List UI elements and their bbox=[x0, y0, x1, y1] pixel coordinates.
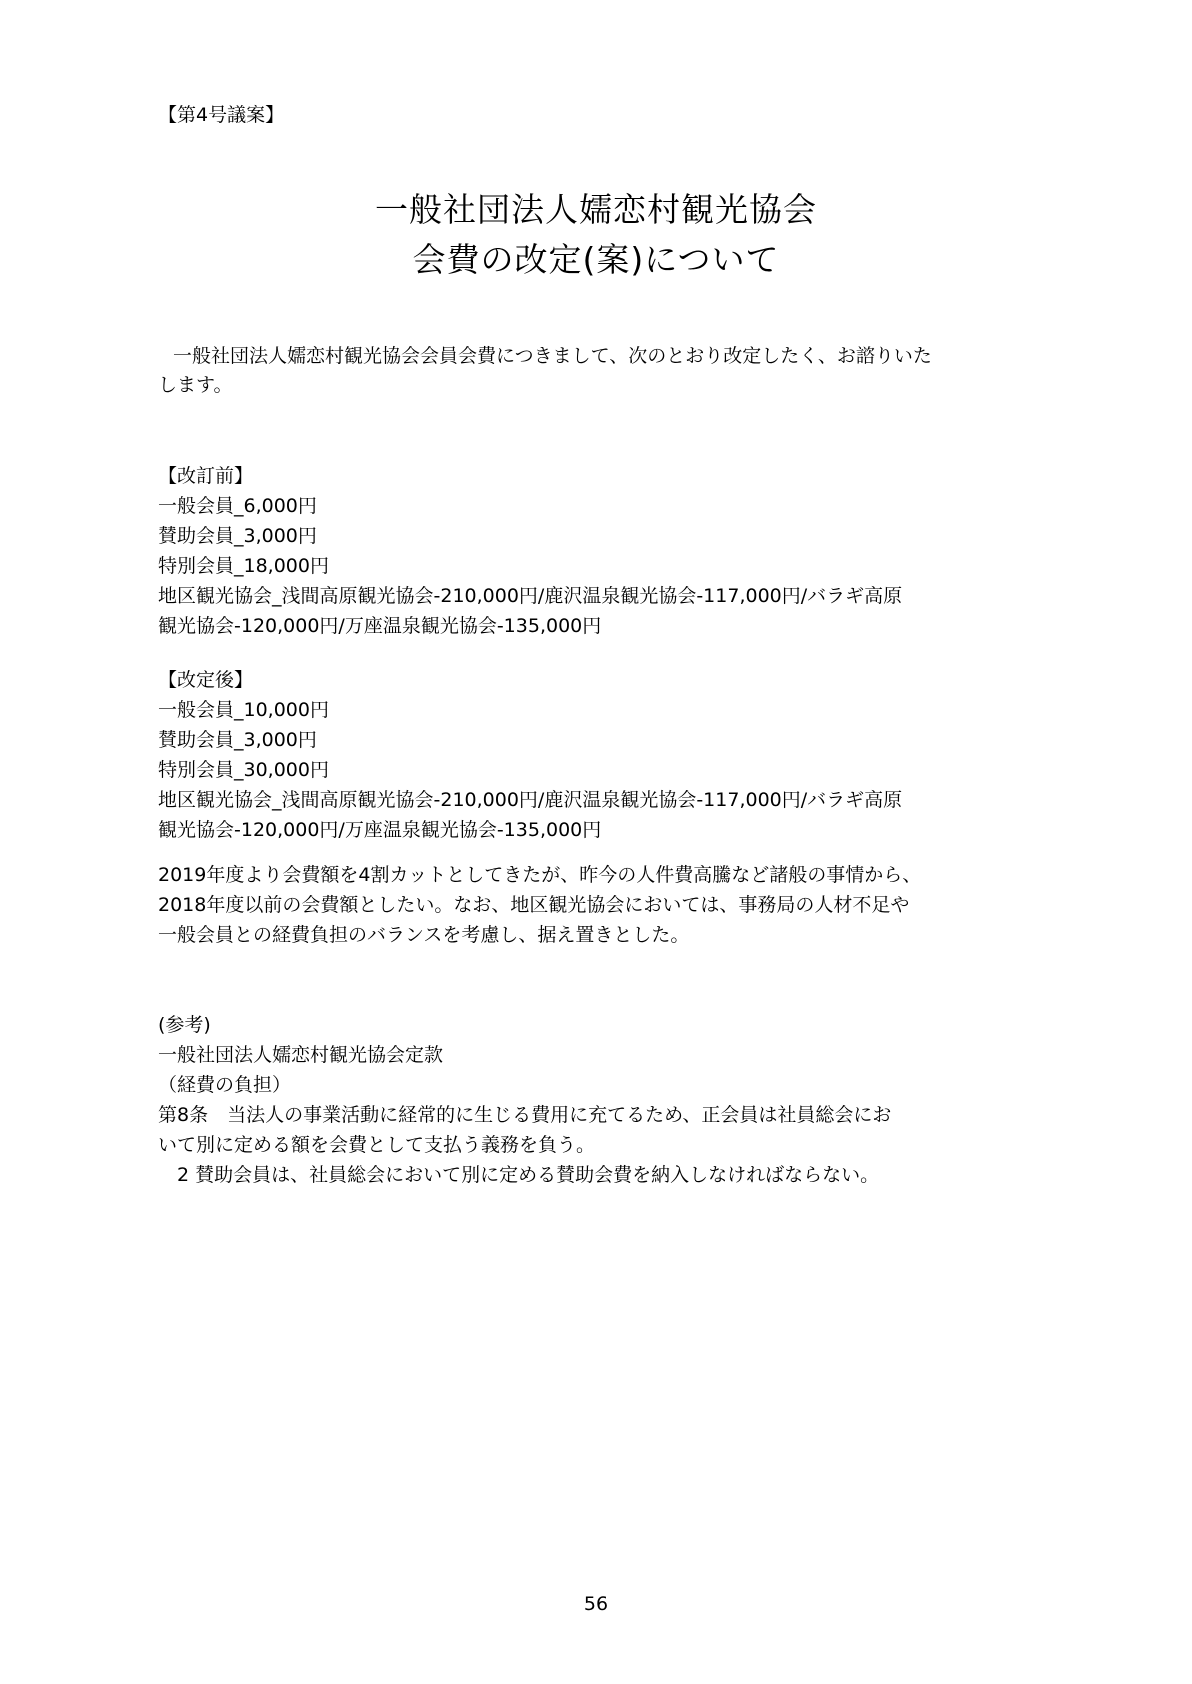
after-line: 賛助会員_3,000円 bbox=[158, 729, 317, 751]
intro-paragraph bbox=[158, 342, 1033, 400]
before-line: 観光協会-120,000円/万座温泉観光協会-135,000円 bbox=[158, 615, 602, 637]
before-revision-section bbox=[158, 461, 1018, 641]
page-number: 56 bbox=[583, 1593, 609, 1615]
reference-line: （経費の負担） bbox=[158, 1074, 292, 1096]
reference-section bbox=[158, 1010, 1018, 1190]
after-line: 特別会員_30,000円 bbox=[158, 759, 329, 781]
after-line: 一般会員_10,000円 bbox=[158, 699, 329, 721]
explanation-line: 2018年度以前の会費額としたい。なお、地区観光協会においては、事務局の人材不足や bbox=[158, 894, 910, 916]
reference-line: (参考) bbox=[158, 1014, 211, 1036]
explanation-line: 2019年度より会費額を4割カットとしてきたが、昨今の人件費高騰など諸般の事情から、 bbox=[158, 864, 922, 886]
document-title bbox=[0, 185, 1192, 285]
before-heading: 【改訂前】 bbox=[158, 465, 254, 487]
before-line: 地区観光協会_浅間高原観光協会-210,000円/鹿沢温泉観光協会-117,000円/バラギ高原 bbox=[158, 585, 903, 607]
after-revision-section bbox=[158, 665, 1018, 845]
reference-line: いて別に定める額を会費として支払う義務を負う。 bbox=[158, 1134, 596, 1156]
intro-line-1: 一般社団法人嬬恋村観光協会会員会費につきまして、次のとおり改定したく、お諮りいた bbox=[173, 345, 932, 367]
title-line-2: 会費の改定(案)について bbox=[412, 240, 780, 279]
before-line: 特別会員_18,000円 bbox=[158, 555, 329, 577]
after-line: 観光協会-120,000円/万座温泉観光協会-135,000円 bbox=[158, 819, 602, 841]
intro-line-2: します。 bbox=[158, 374, 233, 396]
reference-line: 第8条 当法人の事業活動に経常的に生じる費用に充てるため、正会員は社員総会にお bbox=[158, 1104, 892, 1126]
before-line: 一般会員_6,000円 bbox=[158, 495, 317, 517]
after-line: 地区観光協会_浅間高原観光協会-210,000円/鹿沢温泉観光協会-117,000円/バラギ高原 bbox=[158, 789, 903, 811]
explanation-paragraph bbox=[158, 860, 1018, 950]
reference-line: 一般社団法人嬬恋村観光協会定款 bbox=[158, 1044, 444, 1066]
reference-line: 2 賛助会員は、社員総会において別に定める賛助会費を納入しなければならない。 bbox=[158, 1164, 880, 1186]
title-line-1: 一般社団法人嬬恋村観光協会 bbox=[375, 190, 817, 229]
explanation-line: 一般会員との経費負担のバランスを考慮し、据え置きとした。 bbox=[158, 924, 690, 946]
agenda-label: 【第4号議案】 bbox=[158, 104, 285, 126]
before-line: 賛助会員_3,000円 bbox=[158, 525, 317, 547]
after-heading: 【改定後】 bbox=[158, 669, 254, 691]
